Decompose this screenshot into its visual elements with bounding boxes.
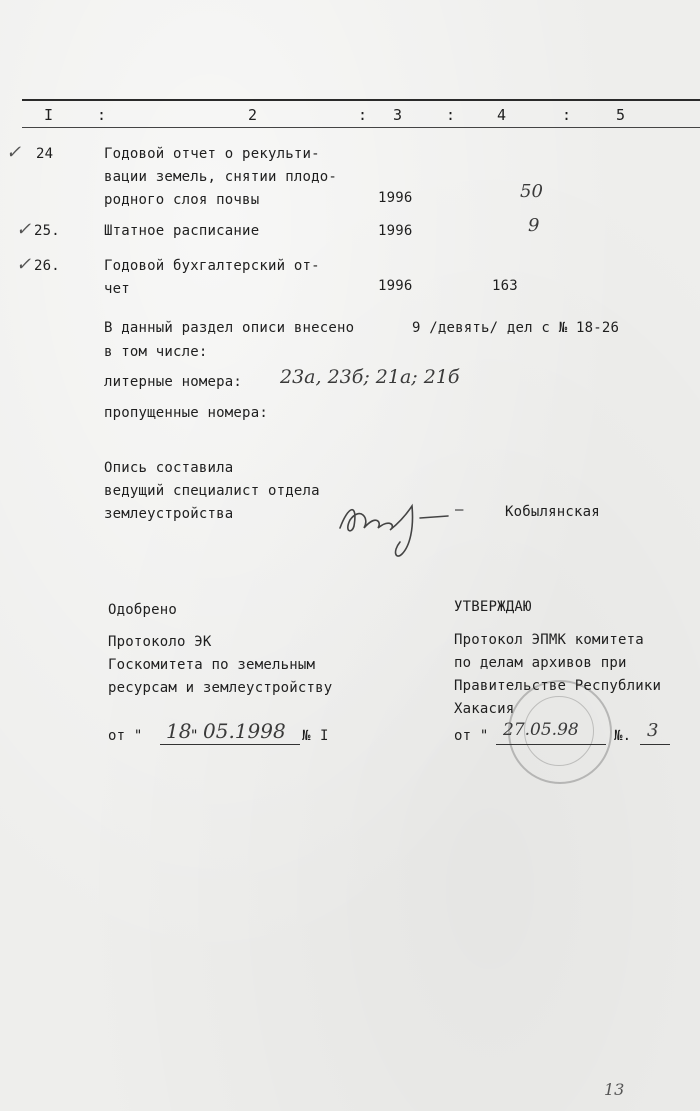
check-mark-24: ✓ bbox=[6, 142, 22, 163]
litera-label: литерные номера: bbox=[104, 374, 243, 390]
approved-date-underline bbox=[160, 744, 300, 745]
confirmed-number: 3 bbox=[647, 720, 659, 741]
check-mark-25: ✓ bbox=[16, 219, 32, 240]
compiler-dash: – bbox=[455, 502, 464, 518]
compiler-line3: землеустройства bbox=[104, 506, 234, 522]
confirmed-line4: Хакасия bbox=[454, 701, 515, 717]
header-bottom-rule bbox=[22, 127, 700, 128]
check-mark-26: ✓ bbox=[16, 254, 32, 275]
approved-date-mid: " bbox=[190, 728, 199, 744]
row-title-25: Штатное расписание bbox=[104, 223, 260, 239]
confirmed-number-underline bbox=[640, 744, 670, 745]
approved-date-prefix: от " bbox=[108, 728, 143, 744]
header-col-3: 3 bbox=[393, 106, 403, 124]
row-sheets-26: 163 bbox=[492, 278, 518, 294]
header-col-5: 5 bbox=[616, 106, 626, 124]
compiler-line1: Опись составила bbox=[104, 460, 234, 476]
confirmed-date: 27.05.98 bbox=[503, 720, 579, 740]
confirmed-number-prefix: №. bbox=[614, 728, 632, 744]
row-number-24: 24 bbox=[36, 146, 54, 162]
row-title-24-line1: Годовой отчет о рекульти- bbox=[104, 146, 320, 162]
header-sep-4: : bbox=[562, 106, 572, 124]
approved-date-rest: 05.1998 bbox=[203, 719, 286, 743]
row-note-24: 50 bbox=[520, 181, 543, 202]
compiler-line2: ведущий специалист отдела bbox=[104, 483, 320, 499]
confirmed-line2: по делам архивов при bbox=[454, 655, 627, 671]
row-year-24: 1996 bbox=[378, 190, 413, 206]
missed-label: пропущенные номера: bbox=[104, 405, 268, 421]
header-top-rule bbox=[22, 99, 700, 101]
page-number: 13 bbox=[604, 1080, 625, 1099]
row-year-26: 1996 bbox=[378, 278, 413, 294]
confirmed-line3: Правительстве Республики bbox=[454, 678, 662, 694]
confirmed-title: УТВЕРЖДАЮ bbox=[454, 599, 532, 615]
row-title-24-line3: родного слоя почвы bbox=[104, 192, 260, 208]
header-sep-3: : bbox=[446, 106, 456, 124]
row-title-24-line2: вации земель, снятии плодо- bbox=[104, 169, 337, 185]
approved-number: I bbox=[320, 728, 329, 744]
header-sep-2: : bbox=[358, 106, 368, 124]
summary-line2: в том числе: bbox=[104, 344, 208, 360]
confirmed-date-underline bbox=[496, 744, 606, 745]
row-number-25: 25. bbox=[34, 223, 60, 239]
summary-count: 9 /девять/ дел с № 18-26 bbox=[412, 320, 620, 336]
row-number-26: 26. bbox=[34, 258, 60, 274]
litera-values: 23а, 23б; 21а; 21б bbox=[280, 366, 460, 388]
header-col-2: 2 bbox=[248, 106, 258, 124]
confirmed-date-prefix: от " bbox=[454, 728, 489, 744]
compiler-name: Кобылянская bbox=[505, 504, 600, 520]
compiler-signature bbox=[330, 488, 460, 563]
approved-line3: ресурсам и землеустройству bbox=[108, 680, 333, 696]
approved-title: Одобрено bbox=[108, 602, 178, 618]
approved-line2: Госкомитета по земельным bbox=[108, 657, 316, 673]
row-year-25: 1996 bbox=[378, 223, 413, 239]
row-title-26-line2: чет bbox=[104, 281, 130, 297]
approved-number-prefix: № bbox=[302, 728, 311, 744]
row-title-26-line1: Годовой бухгалтерский от- bbox=[104, 258, 320, 274]
approved-date-day: 18 bbox=[166, 719, 192, 743]
header-col-1: I bbox=[44, 106, 54, 124]
summary-line1: В данный раздел описи внесено bbox=[104, 320, 355, 336]
confirmed-line1: Протокол ЭПМК комитета bbox=[454, 632, 644, 648]
approved-line1: Протоколо ЭК bbox=[108, 634, 212, 650]
header-sep-1: : bbox=[97, 106, 107, 124]
header-col-4: 4 bbox=[497, 106, 507, 124]
row-note-25: 9 bbox=[528, 215, 540, 236]
